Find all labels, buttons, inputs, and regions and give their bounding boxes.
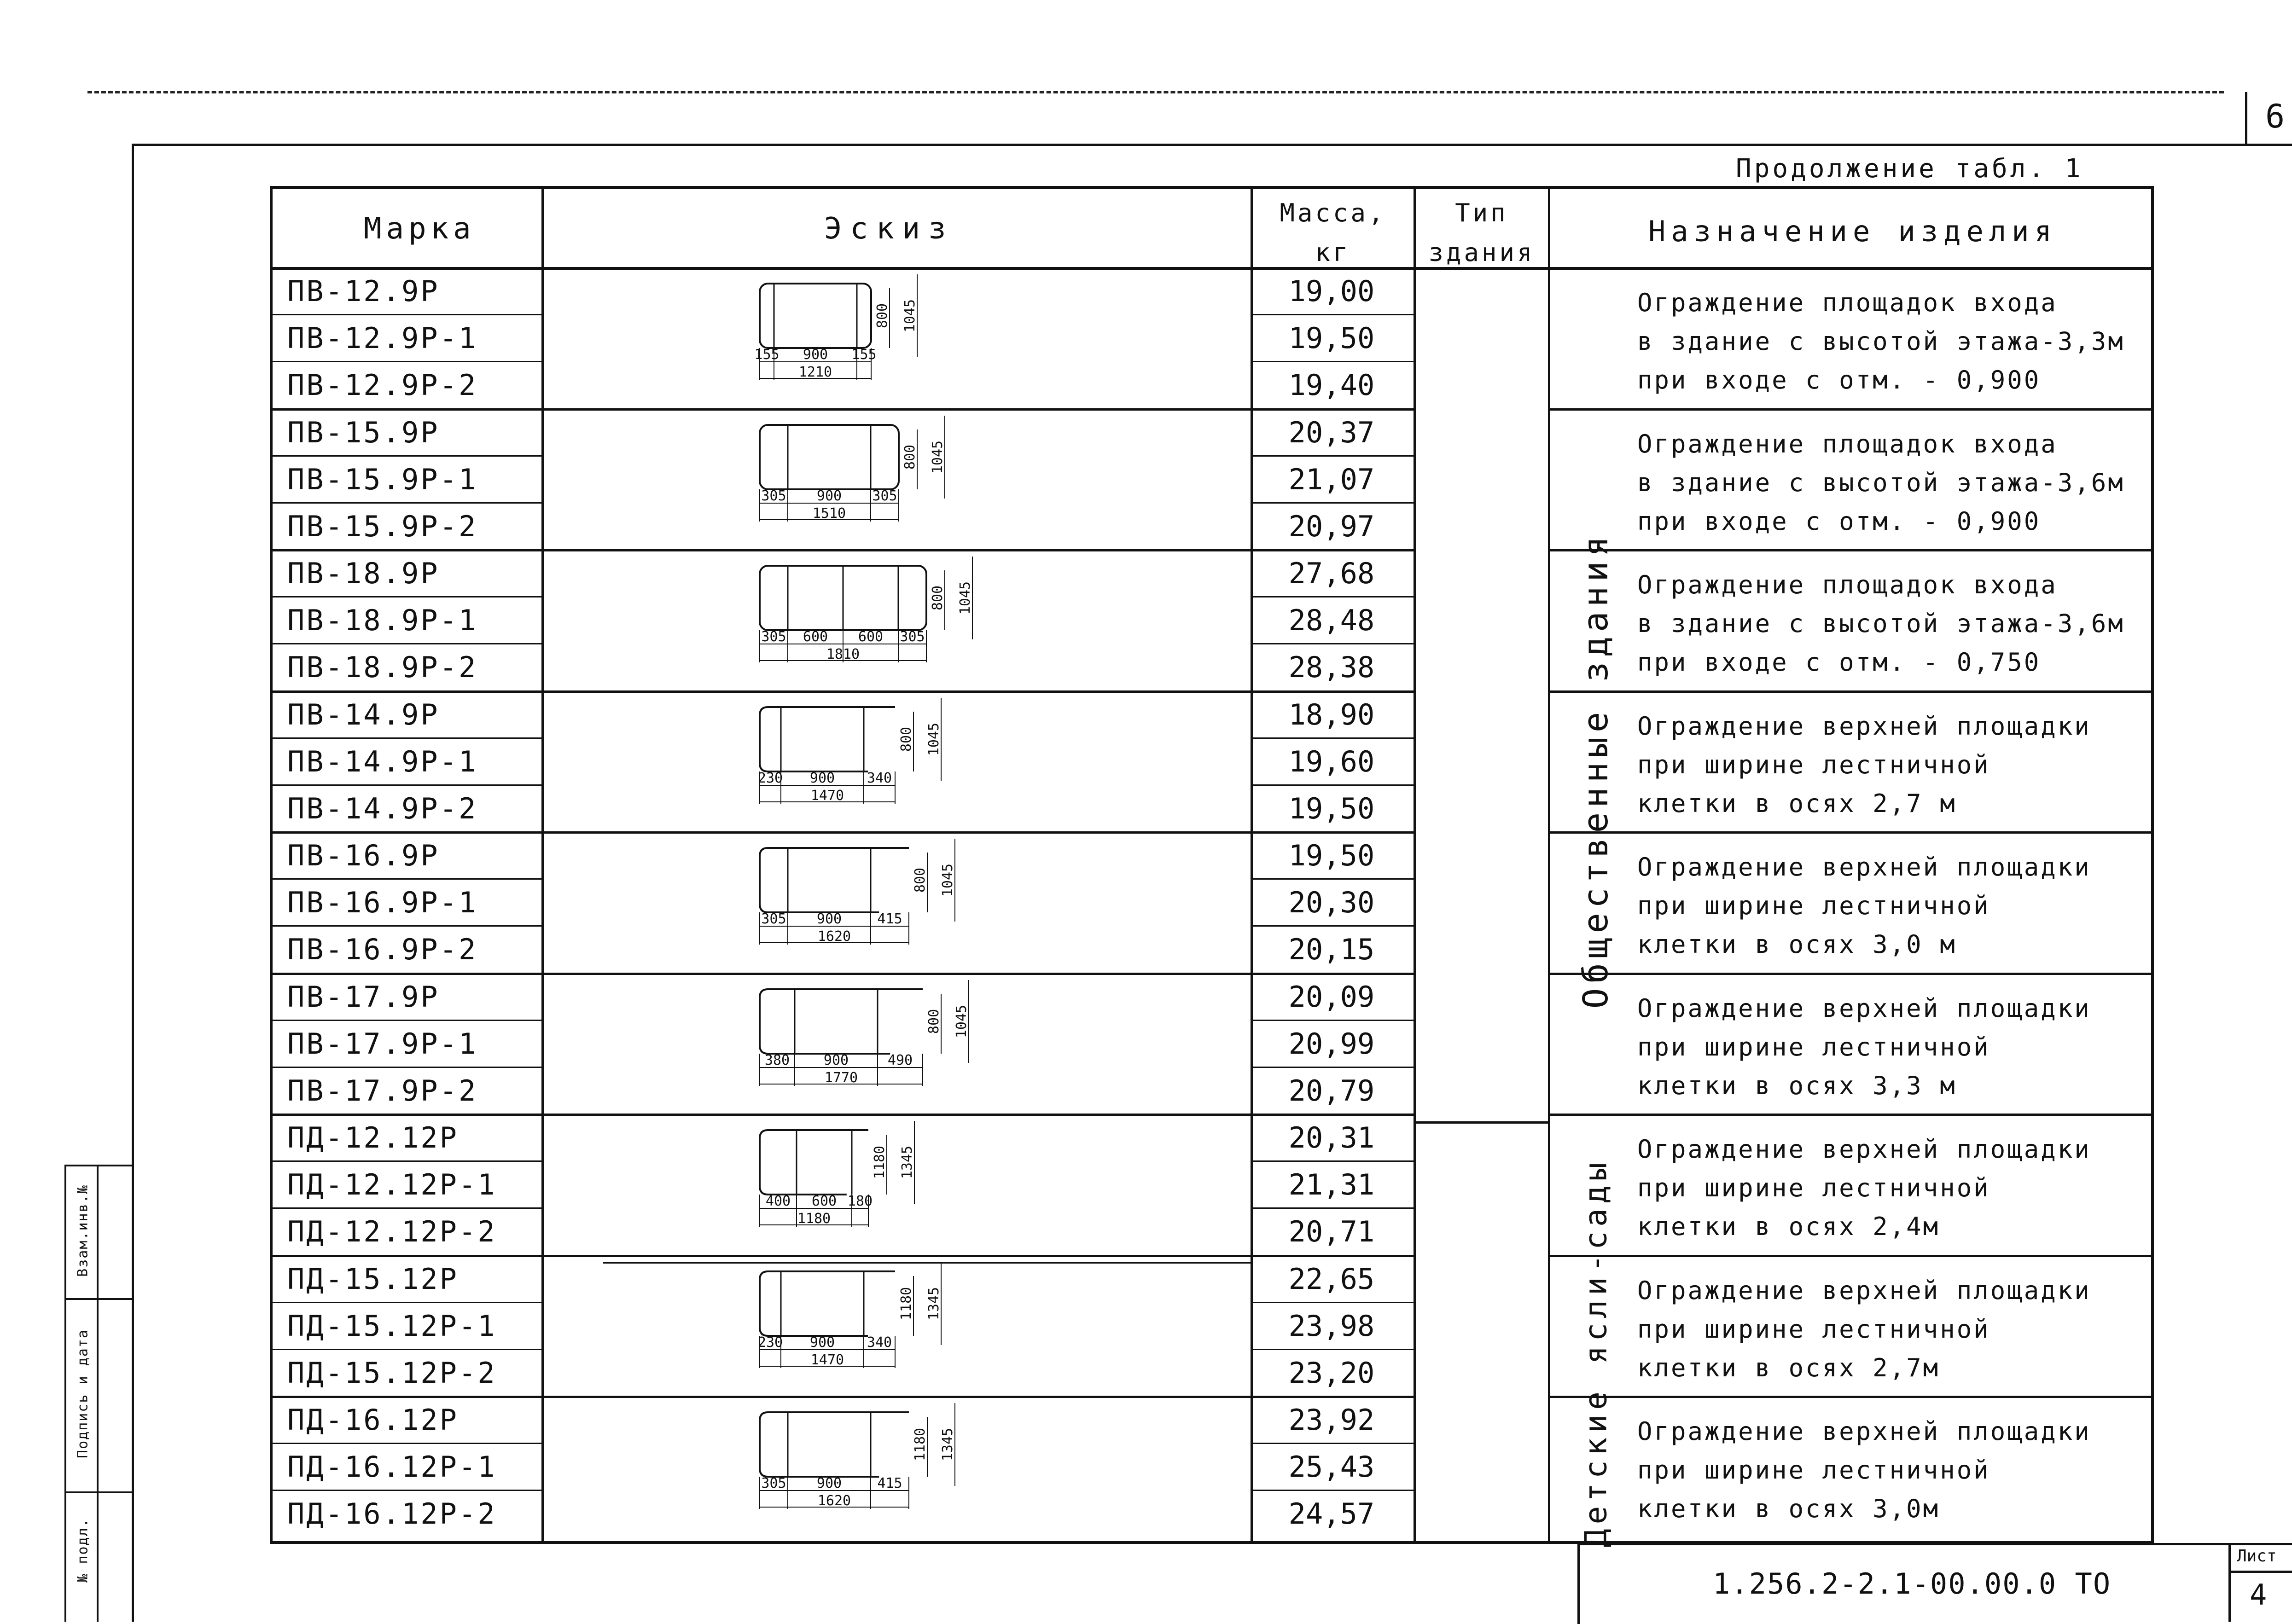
sketch-drawing [718,834,1041,972]
group-separator [270,831,1414,834]
row-separator [270,1207,541,1209]
row-separator [270,1490,541,1491]
row-mass: 19,50 [1288,321,1375,355]
sketch-dim-label: 305 [900,629,925,645]
stamp-line-2 [97,1165,99,1622]
row-separator [1251,1020,1414,1021]
group-separator [270,1114,1414,1116]
row-purpose [1637,989,2091,1105]
purpose-line: клетки в осях 2,7 м [1637,789,1957,818]
sketch-height-label: 800 [926,1009,942,1034]
row-separator [1251,737,1414,739]
purpose-line: Ограждение верхней площадки [1637,1276,2091,1305]
page-corner-number: 6 [2265,98,2285,135]
purpose-line: при ширине лестничной [1637,1456,1990,1485]
sketch-height-label: 1345 [940,1427,956,1462]
purpose-line: при ширине лестничной [1637,1032,1990,1061]
row-separator [270,643,541,644]
row-mark: ПВ-17.9Р-2 [287,1073,478,1108]
stamp-inv-podl: № подл. [75,1518,91,1583]
sketch-dim-label: 305 [761,487,786,504]
sketch-total-label: 1770 [824,1069,858,1086]
row-mark: ПВ-14.9Р-2 [287,791,478,825]
col-line-type [1548,186,1550,1541]
purpose-line: Ограждение площадок входа [1637,570,2058,599]
row-separator [270,737,541,739]
group-separator [1548,1396,2151,1398]
row-mass: 19,50 [1288,839,1375,872]
row-separator [1251,784,1414,786]
sketch-drawing [718,1398,1041,1537]
stamp-vzam-inv: Взам.инв.№ [75,1184,91,1277]
frame-left [132,144,134,1622]
row-separator [270,784,541,786]
purpose-line: Ограждение площадок входа [1637,288,2058,317]
header-purpose: Назначение изделия [1648,215,2057,248]
header-sketch: Эскиз [824,212,954,246]
group-separator [270,690,1414,693]
row-mark: ПВ-16.9Р [287,839,440,872]
row-mass: 19,50 [1288,791,1375,825]
sketch-dim-label: 305 [761,629,786,645]
row-separator [270,878,541,880]
sketch-height-label: 800 [930,585,946,611]
row-separator [270,361,541,362]
row-separator [1251,878,1414,880]
row-mass: 20,97 [1288,509,1375,543]
sketch-dim-label: 415 [877,1475,902,1491]
row-separator [1251,502,1414,504]
row-mark: ПД-12.12Р-1 [287,1168,497,1202]
sketch-dim-label: 180 [847,1193,873,1209]
continuation-label: Продолжение табл. 1 [1736,154,2083,184]
row-mass: 20,99 [1288,1027,1375,1061]
sketch-height-label: 1045 [902,299,918,333]
sketch-dim-label: 305 [872,487,897,504]
sketch-dim-label: 380 [764,1052,790,1068]
row-mass: 19,40 [1288,368,1375,402]
purpose-line: Ограждение верхней площадки [1637,711,2091,741]
sketch-panel-outline [760,707,895,771]
row-mark: ПВ-18.9Р-1 [287,603,478,638]
row-separator [270,1067,541,1068]
row-separator [1251,1443,1414,1444]
sketch-drawing [718,1258,1041,1396]
sketch-dim-label: 305 [761,1475,786,1491]
stamp-div-3 [64,1491,132,1493]
row-mass: 27,68 [1288,557,1375,590]
header-bottom-line [270,267,2151,270]
row-mark: ПВ-16.9Р-1 [287,886,478,920]
row-mark: ПД-12.12Р [287,1121,459,1154]
group-separator [270,549,1414,551]
row-mark: ПВ-18.9Р-2 [287,650,478,684]
row-mass: 19,60 [1288,744,1375,778]
row-mass: 20,79 [1288,1073,1375,1108]
row-separator [1251,1349,1414,1350]
row-mass: 20,31 [1288,1121,1375,1154]
sketch-dim-label: 490 [887,1052,913,1068]
group-separator [270,1255,1414,1257]
sheet-number: 4 [2250,1578,2267,1612]
frame-top [132,144,2292,146]
building-type-divider [1414,1121,1548,1124]
row-mass: 25,43 [1288,1450,1375,1484]
group-separator [1548,408,2151,411]
row-mass: 18,90 [1288,697,1375,731]
row-purpose [1637,1130,2091,1246]
header-building-type: Тип здания [1428,198,1535,267]
row-mark: ПВ-18.9Р [287,557,440,590]
row-mark: ПВ-14.9Р-1 [287,744,478,778]
row-purpose [1637,284,2125,400]
group-separator [270,973,1414,975]
col-line-mass [1414,186,1416,1541]
col-line-sketch [1251,186,1253,1541]
row-separator [270,1020,541,1021]
sketch-height-label: 800 [874,303,890,329]
sketch-dim-label: 155 [754,347,780,363]
row-separator [270,455,541,457]
purpose-line: Ограждение верхней площадки [1637,993,2091,1023]
purpose-line: Ограждение площадок входа [1637,429,2058,458]
row-separator [270,1302,541,1303]
title-block-sheet-line [2228,1571,2292,1573]
stamp-line-1 [64,1165,66,1622]
row-separator [1251,596,1414,597]
sketch-panel-outline [760,425,899,489]
side-stamp [64,1165,132,1622]
building-type-kindergarten: Детские ясли-сады [1578,1158,1614,1548]
row-mark: ПВ-17.9Р-1 [287,1027,478,1061]
sketch-height-label: 800 [912,867,928,893]
row-separator [270,596,541,597]
row-separator [1251,925,1414,927]
sketch-dim-label: 900 [809,1334,835,1351]
sketch-height-label: 1045 [930,440,946,474]
row-purpose [1637,425,2125,541]
row-mark: ПВ-12.9Р-2 [287,368,478,402]
sketch-total-label: 1620 [817,1493,851,1509]
corner-box-left [2245,92,2247,144]
row-separator [1251,1207,1414,1209]
sketch-panel-outline [760,284,871,348]
sketch-total-label: 1510 [812,505,846,522]
row-purpose [1637,1412,2091,1528]
sketch-height-label: 1045 [940,863,956,897]
row-separator [270,314,541,315]
row-separator [1251,314,1414,315]
sketch-drawing [718,411,1041,549]
purpose-line: при ширине лестничной [1637,1314,1990,1344]
row-mass: 20,09 [1288,980,1375,1014]
group-separator [1548,690,2151,693]
sketch-dim-label: 340 [867,770,892,786]
row-separator [1251,1067,1414,1068]
purpose-line: при входе с отм. - 0,900 [1637,506,2041,536]
sketch-dim-label: 400 [765,1193,791,1209]
group-separator [1548,549,2151,551]
row-mass: 21,31 [1288,1168,1375,1202]
row-mass: 28,38 [1288,650,1375,684]
row-separator [1251,455,1414,457]
sketch-height-label: 800 [898,726,914,752]
row-mark: ПВ-15.9Р [287,415,440,449]
sketch-dim-label: 600 [811,1193,837,1209]
row-mark: ПД-15.12Р-2 [287,1356,497,1390]
row-mass: 21,07 [1288,462,1375,496]
row-separator [270,1160,541,1162]
sketch-total-label: 1470 [810,787,844,804]
row-mass: 20,37 [1288,415,1375,449]
purpose-line: в здание с высотой этажа-3,3м [1637,327,2125,356]
row-mark: ПВ-15.9Р-1 [287,462,478,496]
row-mass: 23,98 [1288,1309,1375,1343]
sheet-label: Лист [2237,1547,2277,1566]
purpose-line: Ограждение верхней площадки [1637,1417,2091,1446]
sketch-dim-label: 900 [809,770,835,786]
row-mark: ПД-15.12Р [287,1262,459,1296]
row-mass: 20,71 [1288,1215,1375,1249]
row-mass: 23,20 [1288,1356,1375,1390]
purpose-line: клетки в осях 3,0м [1637,1494,1940,1523]
sketch-height-label: 1045 [957,581,973,615]
row-separator [1251,1490,1414,1491]
group-separator [1548,973,2151,975]
purpose-line: клетки в осях 3,3 м [1637,1071,1957,1100]
sketch-total-label: 1620 [817,928,851,945]
row-separator [1251,1160,1414,1162]
row-mass: 28,48 [1288,603,1375,638]
sketch-panel-outline [760,989,923,1054]
sketch-panel-outline [760,1412,909,1477]
sketch-dim-label: 230 [757,1334,783,1351]
group-separator [270,408,1414,411]
sketch-height-label: 1180 [872,1145,888,1179]
group-separator [1548,1114,2151,1116]
row-purpose [1637,566,2125,682]
sketch-drawing [718,552,1041,690]
col-line-mark [541,186,544,1541]
doc-code: 1.256.2-2.1-00.00.0 ТО [1713,1567,2112,1601]
sketch-dim-label: 900 [816,911,842,927]
row-mass: 20,30 [1288,886,1375,920]
sketch-dim-label: 900 [816,487,842,504]
sketch-dim-label: 900 [823,1052,849,1068]
group-separator [1548,831,2151,834]
title-block-sheet-divider [2228,1543,2231,1622]
purpose-line: при ширине лестничной [1637,750,1990,779]
sketch-total-label: 1210 [798,364,832,380]
purpose-line: при входе с отм. - 0,750 [1637,648,2041,677]
row-mark: ПВ-15.9Р-2 [287,509,478,543]
row-mark: ПД-12.12Р-2 [287,1215,497,1249]
sketch-panel-outline [760,848,909,912]
purpose-line: клетки в осях 2,7м [1637,1353,1940,1382]
sketch-dim-label: 305 [761,911,786,927]
sketch-drawing [718,975,1041,1114]
row-mark: ПД-15.12Р-1 [287,1309,497,1343]
sketch-panel-outline [760,1271,895,1336]
sketch-dim-label: 600 [803,629,828,645]
row-separator [1251,361,1414,362]
purpose-line: Ограждение верхней площадки [1637,1135,2091,1164]
sketch-height-label: 1045 [954,1004,970,1038]
row-purpose [1637,1271,2091,1387]
purpose-line: в здание с высотой этажа-3,6м [1637,468,2125,497]
purpose-line: при ширине лестничной [1637,1173,1990,1202]
row-mark: ПД-16.12Р-1 [287,1450,497,1484]
sketch-height-label: 800 [902,444,918,470]
sketch-total-label: 1470 [810,1351,844,1368]
row-purpose [1637,707,2091,823]
sketch-height-label: 1180 [912,1427,928,1462]
building-type-public: Общественные здания [1576,531,1616,1009]
purpose-line: в здание с высотой этажа-3,6м [1637,609,2125,638]
row-mark: ПВ-12.9Р-1 [287,321,478,355]
sketch-dim-label: 155 [851,347,877,363]
group-separator [1548,1255,2151,1257]
purpose-line: клетки в осях 2,4м [1637,1212,1940,1241]
sketch-drawing [718,270,1041,408]
stamp-signature-date: Подпись и дата [75,1329,91,1458]
sketch-dim-label: 900 [816,1475,842,1491]
row-mark: ПД-16.12Р [287,1403,459,1437]
sketch-total-label: 1810 [826,646,860,662]
purpose-line: клетки в осях 3,0 м [1637,930,1957,959]
row-separator [1251,1302,1414,1303]
sketch-dim-label: 230 [757,770,783,786]
sketch-height-label: 1045 [926,722,942,756]
row-separator [270,1349,541,1350]
header-mark: Марка [364,212,476,246]
row-mass: 22,65 [1288,1262,1375,1296]
sketch-dim-label: 600 [858,629,884,645]
row-mass: 20,15 [1288,933,1375,967]
row-separator [270,925,541,927]
row-mark: ПВ-17.9Р [287,980,440,1014]
header-mass: Масса, кг [1280,198,1386,267]
sketch-dim-label: 340 [867,1334,892,1351]
top-trim-line [87,91,2224,93]
sketch-height-label: 1345 [926,1287,942,1320]
row-mark: ПВ-12.9Р [287,274,440,308]
row-mass: 19,00 [1288,274,1375,308]
row-purpose [1637,848,2091,964]
sketch-drawing [718,1116,1041,1254]
purpose-line: при входе с отм. - 0,900 [1637,365,2041,394]
row-separator [270,502,541,504]
row-separator [1251,643,1414,644]
row-mark: ПД-16.12Р-2 [287,1497,497,1531]
row-mass: 24,57 [1288,1497,1375,1531]
sketch-height-label: 1180 [898,1287,914,1320]
purpose-line: при ширине лестничной [1637,891,1990,920]
row-mark: ПВ-16.9Р-2 [287,933,478,967]
row-separator [270,1443,541,1444]
sketch-height-label: 1345 [899,1145,915,1179]
row-mark: ПВ-14.9Р [287,697,440,731]
group-separator [270,1396,1414,1398]
sketch-total-label: 1180 [797,1211,831,1227]
sketch-dim-label: 900 [803,347,828,363]
purpose-line: Ограждение верхней площадки [1637,853,2091,882]
sketch-dim-label: 415 [877,911,902,927]
row-mass: 23,92 [1288,1403,1375,1437]
sketch-drawing [718,693,1041,831]
